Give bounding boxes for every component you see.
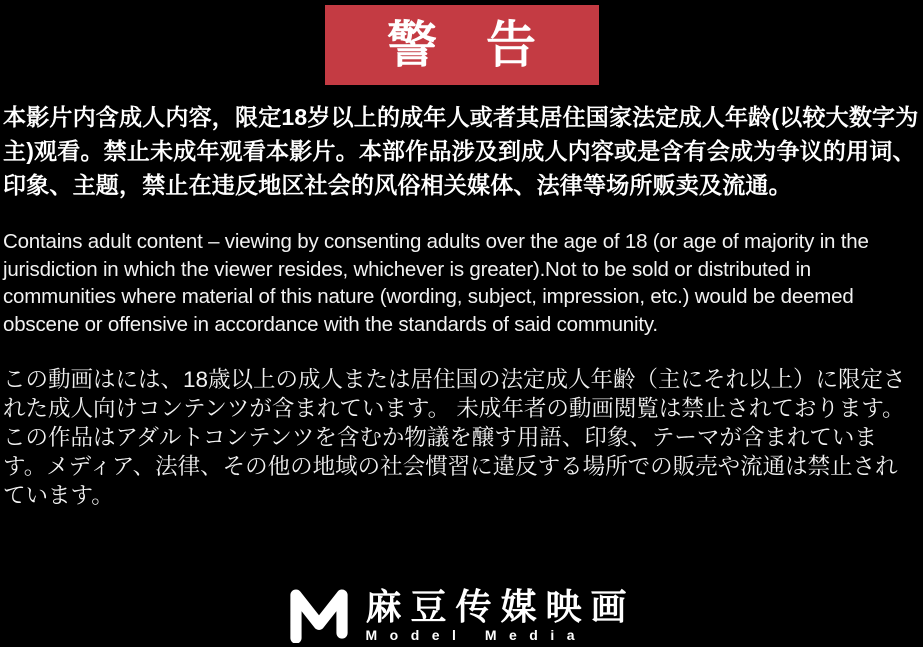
warning-banner: [325, 5, 599, 85]
warning-text-japanese: この動画はには、18歳以上の成人または居住国の法定成人年齢（主にそれ以上）に限定された成人向けコンテンツが含まれています。 未成年者の動画閲覧は禁止されております。 この作品はアダルトコンテンツを含むか物議を醸す用語、印象、テーマが含まれています。メディア、法律、その他の地域の社会慣習に違反する場所での販売や流通は禁止されています。: [3, 367, 906, 508]
brand-name-chinese: 麻豆传媒映画: [365, 586, 636, 627]
brand-text-block: [365, 588, 635, 643]
brand-logo: [287, 587, 635, 643]
warning-text-english: Contains adult content – viewing by consenting adults over the age of 18 (or age of majority in the jurisdiction in which the viewer resides, whichever is greater).Not to be sold or distributed in communities where material of this nature (wording, subject, impression, etc.) would be deemed obscene or offensive in accordance with the standards of said community.: [3, 230, 869, 336]
brand-name-english: Model Media: [365, 627, 587, 643]
warning-title: 警 告: [387, 17, 554, 73]
warning-text-chinese: 本影片内含成人内容，限定18岁以上的成年人或者其居住国家法定成人年龄(以较大数字为主)观看。禁止未成年观看本影片。本部作品涉及到成人内容或是含有会成为争议的用词、印象、主题，禁止在违反地区社会的风俗相关媒体、法律等场所贩卖及流通。: [3, 104, 919, 198]
model-media-m-icon: [287, 587, 351, 643]
